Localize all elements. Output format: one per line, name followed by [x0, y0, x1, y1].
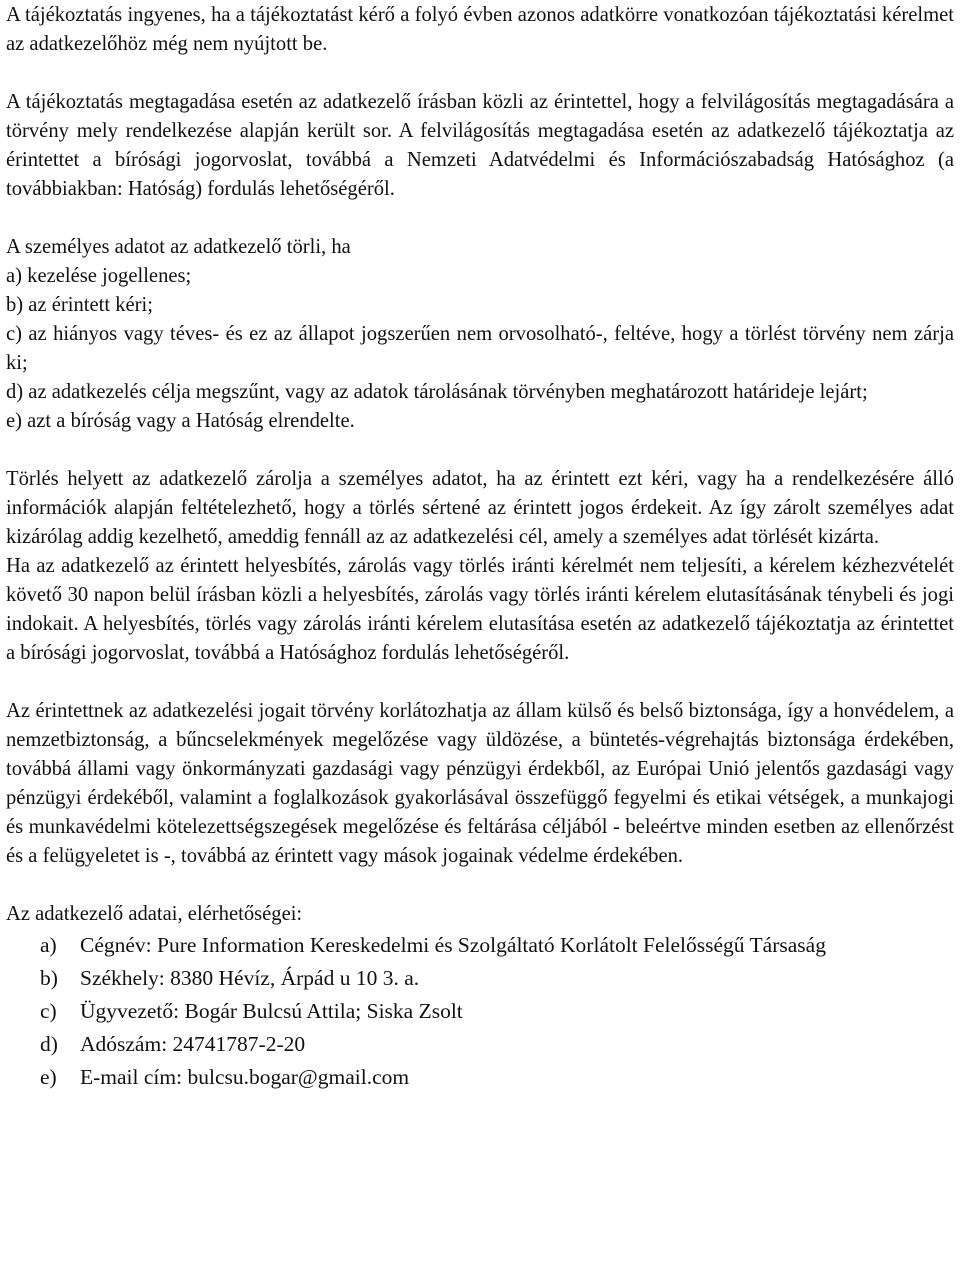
contact-tax-number: Adószám: 24741787-2-20 — [80, 1032, 306, 1056]
erasure-item-a: a) kezelése jogellenes; — [6, 265, 192, 287]
list-marker: a) — [40, 933, 57, 957]
erasure-item-d: d) az adatkezelés célja megszűnt, vagy az adatok tárolásának törvényben meghatározott határideje lejárt; — [6, 381, 868, 403]
spacer — [6, 436, 954, 465]
contact-item-company — [6, 929, 954, 962]
contact-address: Székhely: 8380 Hévíz, Árpád u 10 3. a. — [80, 966, 420, 990]
list-marker: b) — [40, 966, 58, 990]
contact-item-tax-number — [6, 1028, 954, 1061]
list-marker: c) — [40, 999, 57, 1023]
erasure-intro: A személyes adatot az adatkezelő törli, ha — [6, 236, 351, 258]
paragraph-rejection: Ha az adatkezelő az érintett helyesbítés, zárolás vagy törlés iránti kérelmét nem teljesíti, a kérelem kézhezvételét követő 30 napon belül írásban közli a helyesbítés, zárolás vagy törlés iránti kérelem elutasításának ténybeli és jogi indokait. A helyesbítés, törlés vagy zárolás iránti kérelem elutasítása esetén az adatkezelő tájékoztatja az érintettet a bírósági jogorvoslat, továbbá a Hatósághoz fordulás lehetőségéről. — [6, 555, 954, 664]
spacer — [6, 668, 954, 697]
paragraph-restrictions: Az érintettnek az adatkezelési jogait törvény korlátozhatja az állam külső és belső biztonsága, így a honvédelem, a nemzetbiztonság, a bűncselekmények megelőzése vagy üldözése, a büntetés-végrehajtás biztonsága érdekében, továbbá állami vagy önkormányzati gazdasági vagy pénzügyi érdekből, az Európai Unió jelentős gazdasági vagy pénzügyi érdekéből, valamint a foglalkozások gyakorlásával összefüggő fegyelmi és etikai vétségek, a munkajogi és munkavédelmi kötelezettségszegések megelőzése és feltárása céljából - beleértve minden esetben az ellenőrzést és a felügyeletet is -, továbbá az érintett vagy mások jogainak védelme érdekében. — [6, 700, 954, 867]
erasure-item-b: b) az érintett kéri; — [6, 294, 153, 316]
document-page — [6, 0, 954, 1094]
contact-heading: Az adatkezelő adatai, elérhetőségei: — [6, 903, 303, 925]
list-marker: e) — [40, 1065, 57, 1089]
paragraph-refusal-of-information: A tájékoztatás megtagadása esetén az adatkezelő írásban közli az érintettel, hogy a felvilágosítás megtagadására a törvény mely rendelkezése alapján került sor. A felvilágosítás megtagadása esetén az adatkezelő tájékoztatja az érintettet a bírósági jogorvoslat, továbbá a Nemzeti Adatvédelmi és Információszabadság Hatósághoz (a továbbiakban: Hatóság) fordulás lehetőségéről. — [6, 91, 954, 200]
erasure-item-e: e) azt a bíróság vagy a Hatóság elrendelte. — [6, 410, 355, 432]
contact-list — [6, 929, 954, 1094]
spacer — [6, 871, 954, 900]
paragraph-blocking: Törlés helyett az adatkezelő zárolja a személyes adatot, ha az érintett ezt kéri, vagy ha a rendelkezésére álló információk alapján feltételezhető, hogy a törlés sértené az érintett jogos érdekeit. Az így zárolt személyes adat kizárólag addig kezelhető, ameddig fennáll az az adatkezelési cél, amely a személyes adat törlését kizárta. — [6, 468, 954, 548]
spacer — [6, 59, 954, 88]
contact-company-name: Cégnév: Pure Information Kereskedelmi és Szolgáltató Korlátolt Felelősségű Társaság — [80, 933, 826, 957]
contact-item-email — [6, 1061, 954, 1094]
contact-item-manager — [6, 995, 954, 1028]
spacer — [6, 204, 954, 233]
contact-item-address — [6, 962, 954, 995]
list-marker: d) — [40, 1032, 58, 1056]
contact-email: E-mail cím: bulcsu.bogar@gmail.com — [80, 1065, 410, 1089]
paragraph-free-information: A tájékoztatás ingyenes, ha a tájékoztatást kérő a folyó évben azonos adatkörre vonatkozóan tájékoztatási kérelmet az adatkezelőhöz még nem nyújtott be. — [6, 4, 954, 55]
erasure-item-c: c) az hiányos vagy téves- és ez az állapot jogszerűen nem orvosolható-, feltéve, hogy a törlést törvény nem zárja ki; — [6, 323, 954, 374]
contact-manager: Ügyvezető: Bogár Bulcsú Attila; Siska Zsolt — [80, 999, 463, 1023]
